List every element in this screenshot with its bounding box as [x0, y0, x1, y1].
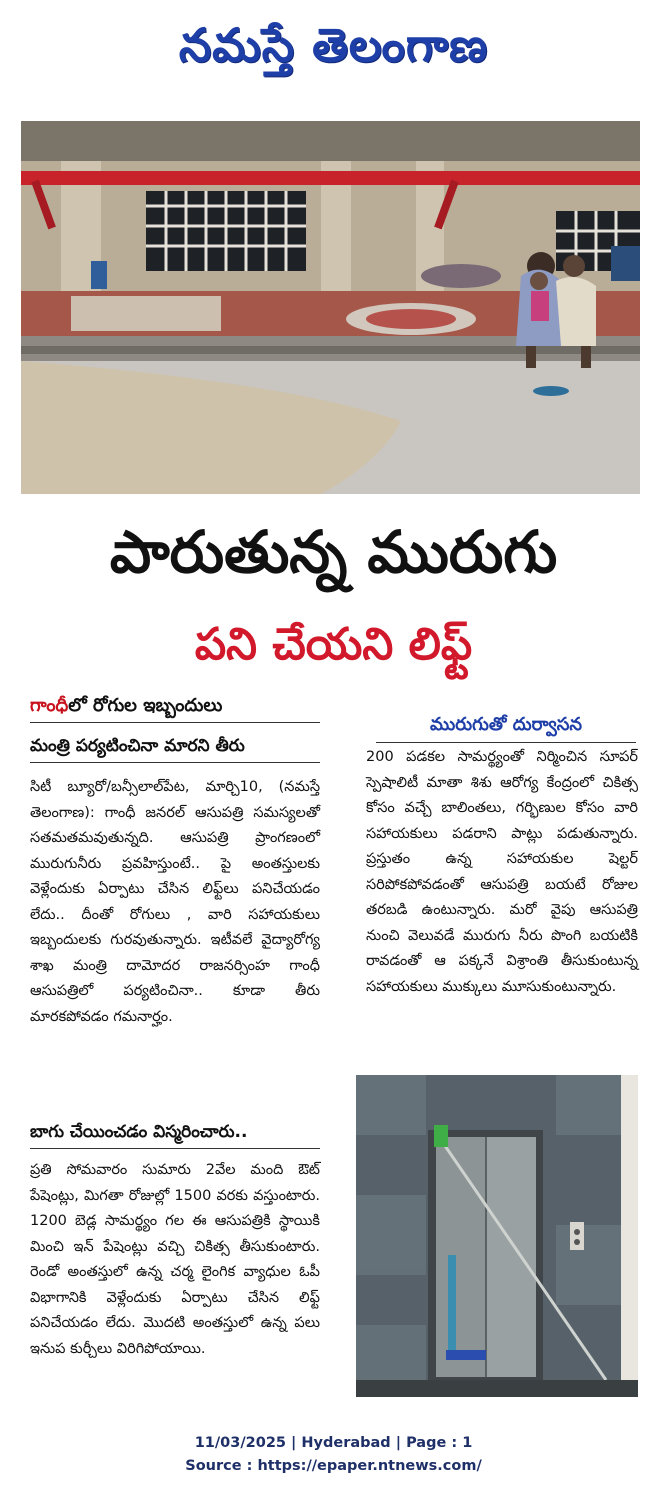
left-column-paragraph-1: సిటీ బ్యూరో/బన్సీలాల్‌పేట, మార్చి10, (నమస్తే తెలంగాణ): గాంధీ జనరల్ ఆసుపత్రి సమస్యలతో సతమతమవుతున్నది. ఆసుపత్రి ప్రాంగణంలో మురుగునీరు ప్రవహిస్తుంటే.. పై అంతస్తులకు వెళ్లేందుకు ఏర్పాటు చేసిన లిఫ్ట్‌లు పనిచేయడం లేదు.. దీంతో రోగులు , వారి సహాయకులు ఇబ్బందులకు గురవుతున్నారు. ఇటీవలే వైద్యారోగ్య శాఖ మంత్రి దామోదర రాజనర్సింహ గాంధీ ఆసుపత్రిలో పర్యటించినా.. కూడా తీరు మారకపోవడం గమనార్హం. — [30, 779, 320, 1025]
story-deck: మంత్రి పర్యటించినా మారని తీరు — [30, 730, 320, 763]
footer-source-link[interactable]: Source : https://epaper.ntnews.com/ — [185, 1458, 482, 1474]
kicker-accent: గాంధీ — [30, 695, 69, 716]
left-column-subhead: బాగు చేయించడం విస్మరించారు.. — [30, 1116, 320, 1149]
left-column-paragraph-2: ప్రతి సోమవారం సుమారు 2వేల మంది ఔట్ పేషెంట్లు, మిగతా రోజుల్లో 1500 వరకు వస్తుంటారు. 1200 బెడ్ల సామర్థ్యం గల ఈ ఆసుపత్రికి స్థాయికి మించి ఇన్ పేషెంట్లు వచ్చి చికిత్స తీసుకుంటారు. రెండో అంతస్తులో ఉన్న చర్మ లైంగిక వ్యాధుల ఓపీ విభాగానికి వెళ్లేందుకు ఏర్పాటు చేసిన లిఫ్ట్ పనిచేయడం లేదు. మొదటి అంతస్తులో ఉన్న పలు ఇనుప కుర్చీలు విరిగిపోయాయి. — [30, 1162, 320, 1357]
sub-headline: పని చేయని లిఫ్ట్ — [194, 619, 473, 670]
story-kicker — [30, 690, 320, 723]
footer-edition-line: 11/03/2025 | Hyderabad | Page : 1 — [194, 1435, 473, 1451]
newspaper-masthead: నమస్తే తెలంగాణ — [178, 18, 489, 72]
broken-lift-photo — [356, 1075, 638, 1397]
right-column-paragraph-1: 200 పడకల సామర్థ్యంతో నిర్మించిన సూపర్ స్పెషాలిటీ మాతా శిశు ఆరోగ్య కేంద్రంలో చికిత్స కోసం వచ్చే బాలింతలు, గర్భిణుల కోసం వారి సహాయకులు పడరాని పాట్లు పడుతున్నారు. ప్రస్తుతం ఉన్న సహాయకుల షెల్టర్ సరిపోకపోవడంతో ఆసుపత్రి బయటే రోజుల తరబడి ఉంటున్నారు. మరో వైపు ఆసుపత్రి నుంచి వెలువడే మురుగు నీరు పొంగి బయటికి రావడంతో ఆ పక్కనే విశ్రాంతి తీసుకుంటున్న సహాయకులు ముక్కులు మూసుకుంటున్నారు. — [366, 749, 638, 995]
hospital-exterior-photo — [21, 121, 640, 494]
main-headline: పారుతున్న మురుగు — [109, 518, 558, 586]
right-column-heading: మురుగుతో దుర్వాసన — [376, 708, 636, 743]
kicker-rest: లో రోగుల ఇబ్బందులు — [68, 695, 223, 716]
